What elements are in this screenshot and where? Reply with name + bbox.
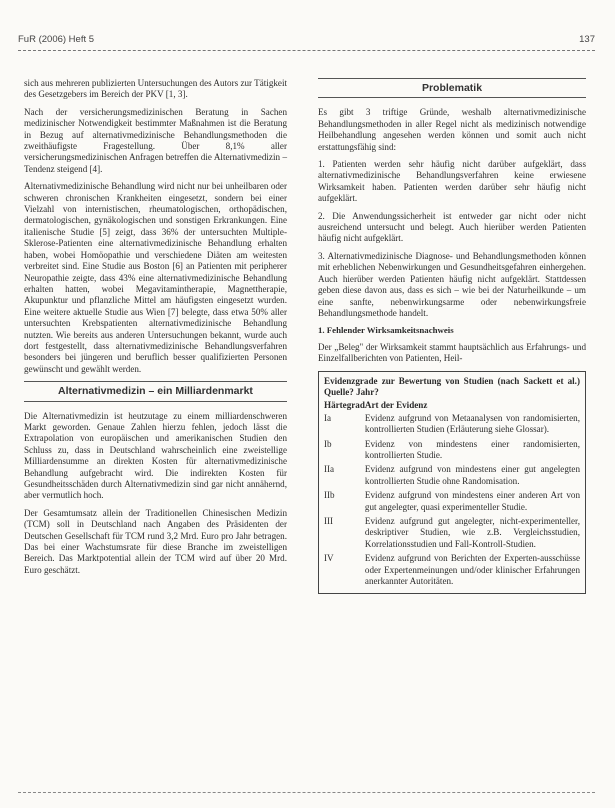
paragraph: Der Gesamtumsatz allein der Traditionellen Chinesischen Medizin (TCM) soll in Deutschland nach Angaben des Präsidenten der Deutschen Gesellschaft für TCM rund 3,2 Mrd. Euro pro Jahr betragen. Das bei einer Wachstumsrate für diese Branche im zweistelligen Bereich. Das Marktpotential allein der TCM wird auf über 20 Mrd. Euro geschätzt. [24, 507, 287, 575]
paragraph: 2. Die Anwendungssicherheit ist entweder gar nicht oder nicht ausreichend untersucht und belegt. Auch hierüber werden Patienten häufig nicht aufgeklärt. [318, 210, 586, 244]
grade-cell: IIa [324, 464, 335, 475]
grade-cell: IV [324, 553, 334, 564]
table-header-row [324, 400, 580, 412]
evidence-grades-box [318, 371, 586, 595]
table-row [324, 553, 580, 590]
section-heading-problematik: Problematik [318, 78, 586, 98]
evidence-cell: Evidenz von mindestens einer randomisierten, kontrollierten Studie. [364, 438, 580, 460]
subheading-wirksamkeitsnachweis: 1. Fehlender Wirksamkeitsnachweis [318, 325, 454, 336]
paragraph: Der „Beleg" der Wirksamkeit stammt hauptsächlich aus Erfahrungs- und Einzelfallberichten von Patienten, Heil- [318, 341, 586, 364]
evidence-cell: Evidenz aufgrund von Metaanalysen von randomisierten, kontrollierten Studien (Erläuterung siehe Glossar). [364, 412, 580, 435]
paragraph: sich aus mehreren publizierten Untersuchungen des Autors zur Tätigkeit des Gesetzgebers im Bereich der PKV [1, 3]. [24, 78, 287, 100]
column-header-evidence: Art der Evidenz [364, 400, 428, 411]
table-row [324, 516, 580, 553]
paragraph: 1. Patienten werden sehr häufig nicht darüber aufgeklärt, dass alternativmedizinische Behandlungsverfahren keine erwiesene Wirksamkeit haben. Patienten werden darüber sehr häufig nicht aufgeklärt. [318, 159, 586, 204]
page-header [18, 34, 595, 48]
table-row [324, 490, 580, 516]
paragraph: Nach der versicherungsmedizinischen Beratung in Sachen medizinischer Notwendigkeit bestimmter Maßnahmen ist die Beratung in Bezug auf alternativmedizinische Behandlungsmethoden die zweithäufigste Fragestellung. Über 8,1% aller versicherungsmedizinischen Anfragen betreffen die Alternativmedizin – Tendenz steigend [4]. [24, 106, 287, 174]
table-row [324, 439, 580, 465]
paragraph: Alternativmedizinische Behandlung wird nicht nur bei unheilbaren oder schweren chronischen Krankheiten eingesetzt, sondern bei einer Vielzahl von internistischen, rheumatologischen, orthopädischen, dermatologischen, gynäkologischen und sonstigen Erkrankungen. Eine italienische Studie [5] zeigt, dass 36% der untersuchten Multiple-Sklerose-Patienten eine alternativmedizinische Behandlung erhalten haben, wobei Homöopathie und verschiedene Diäten am weitesten verbreitet sind. Eine Studie aus Boston [6] an Patienten mit peripherer Neuropathie zeigte, dass 43% eine alternativmedizinische Behandlung erhalten hatten, wobei Megavitamintherapie, Magnettherapie, Akupunktur und pflanzliche Mittel am häufigsten eingesetzt wurden. Eine weitere aktuelle Studie aus Wien [7] belegte, dass etwa 50% aller untersuchten Krebspatienten alternativmedizinische Behandlung nutzten. Wie bereits aus anderen Untersuchungen bekannt, wurde auch dort festgestellt, dass alternativmedizinische Behandlungsverfahren besonders bei jüngeren und beruflich besser qualifizierten Personen gewünscht und gewählt werden. [24, 181, 287, 374]
evidence-cell: Evidenz aufgrund von mindestens einer gut angelegten kontrollierten Studie ohne Randomisation. [364, 464, 580, 486]
page-number: 137 [579, 34, 595, 45]
evidence-cell: Evidenz aufgrund von mindestens einer anderen Art von gut angelegter, quasi experimenteller Studie. [364, 490, 580, 512]
evidence-cell: Evidenz aufgrund von Berichten der Experten-ausschüsse oder Expertenmeinungen und/oder klinischer Erfahrungen anerkannter Autoritäten. [364, 553, 580, 587]
grade-cell: IIb [324, 490, 335, 501]
paragraph: Es gibt 3 triftige Gründe, weshalb alternativmedizinische Behandlungsmethoden in aller Regel nicht als medizinisch notwendige Heilbehandlung angesehen werden können und somit auch nicht erstattungsfähig sind: [318, 107, 586, 152]
footer-rule [18, 792, 595, 793]
left-column [24, 78, 287, 582]
header-rule [18, 50, 595, 51]
journal-reference: FuR (2006) Heft 5 [18, 34, 95, 45]
grade-cell: Ia [324, 412, 332, 423]
box-title: Evidenzgrade zur Bewertung von Studien (nach Sackett et al.) Quelle? Jahr? [324, 375, 580, 397]
paragraph: Die Alternativmedizin ist heutzutage zu einem milliardenschweren Markt geworden. Genaue Zahlen hierzu fehlen, jedoch lässt die Extrapolation von europäischen und amerikanischen Studien den Schluss zu, dass in Deutschland wahrscheinlich eine zweistellige Milliardensumme an direkten Kosten für alternativmedizinische Behandlung aufgebracht wird. Die indirekten Kosten für Gesundheitsschäden durch Alternativmedizin sind gar nicht annähernd, aber vermutlich hoch. [24, 410, 287, 501]
right-column [318, 78, 586, 594]
section-heading-milliardenmarkt: Alternativmedizin – ein Milliardenmarkt [24, 381, 287, 401]
evidence-table [324, 400, 580, 590]
table-row [324, 464, 580, 490]
evidence-cell: Evidenz aufgrund gut angelegter, nicht-experimenteller, deskriptiver Studien, wie z.B. Vergleichsstudien, Korrelationsstudien und Fall-Kontroll-Studien. [364, 516, 580, 549]
column-header-grade: Härtegrad [324, 400, 365, 411]
grade-cell: III [324, 516, 334, 526]
table-row [324, 413, 580, 439]
paragraph: 3. Alternativmedizinische Diagnose- und Behandlungsmethoden können mit erheblichen Nebenwirkungen und Gesundheitsgefahren einhergehen. Auch hierüber werden Patienten häufig nicht aufgeklärt. Stattdessen geben diese davon aus, dass es sich – wie bei der Naturheilkunde – um eine sanfte, nebenwirkungsarme oder nebenwirkungsfreie Behandlungsmethode handelt. [318, 250, 586, 318]
grade-cell: Ib [324, 438, 332, 449]
